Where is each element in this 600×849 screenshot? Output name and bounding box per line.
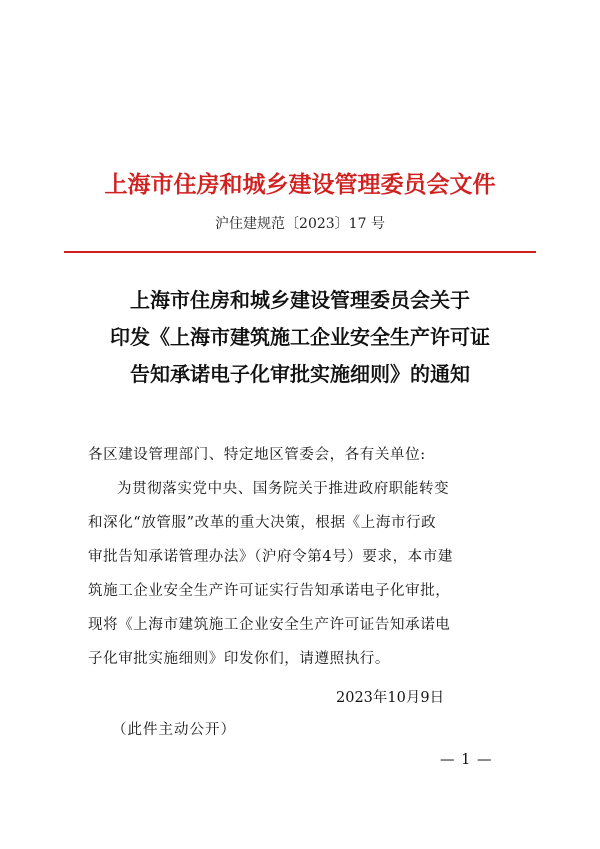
body-line-3: 审批告知承诺管理办法》（沪府令第4号）要求，本市建 [88, 549, 453, 565]
salutation: 各区建设管理部门、特定地区管委会，各有关单位: [88, 447, 426, 463]
issuer-banner: 上海市住房和城乡建设管理委员会文件 [104, 171, 496, 198]
document-title-line-1: 上海市住房和城乡建设管理委员会关于 [130, 288, 470, 312]
body-line-2: 和深化“放管服”改革的重大决策，根据《上海市行政 [88, 515, 437, 531]
body-line-1: 为贯彻落实党中央、国务院关于推进政府职能转变 [117, 481, 450, 497]
document-number: 沪住建规范〔2023〕17 号 [215, 216, 385, 232]
public-disclosure-note: （此件主动公开） [112, 722, 236, 738]
issue-date: 2023年10月9日 [336, 690, 445, 706]
red-divider-line [64, 251, 536, 253]
body-line-5: 现将《上海市建筑施工企业安全生产许可证告知承诺电 [88, 617, 451, 633]
document-title-line-3: 告知承诺电子化审批实施细则》的通知 [130, 362, 470, 386]
body-line-4: 筑施工企业安全生产许可证实行告知承诺电子化审批， [88, 583, 451, 599]
body-line-6: 子化审批实施细则》印发你们，请遵照执行。 [88, 651, 390, 667]
document-title-line-2: 印发《上海市建筑施工企业安全生产许可证 [110, 325, 490, 349]
page-number: — 1 — [440, 752, 493, 768]
